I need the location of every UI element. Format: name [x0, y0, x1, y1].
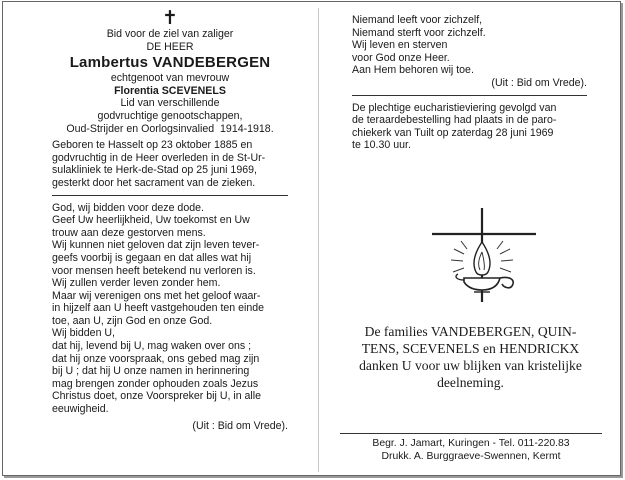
- prayer-line: dat hij onze voorspraak, ons gebed mag zijn: [52, 352, 260, 365]
- prayer-source: (Uit : Bid om Vrede).: [192, 419, 288, 432]
- prayer-line: mag brengen zonder ophouden zoals Jezus: [52, 377, 259, 390]
- member-line-1: Lid van verschillende: [120, 97, 220, 110]
- bio-line: gesterkt door het sacrament van de zieken.: [52, 176, 256, 189]
- undertaker-line: Begr. J. Jamart, Kuringen - Tel. 011-220.83: [372, 438, 570, 449]
- veteran-years: 1914-1918.: [220, 122, 274, 135]
- veteran-line: [52, 123, 288, 136]
- prayer-line: Wij kunnen niet geloven dat zijn leven tever-: [52, 239, 260, 252]
- poem-line: Wij leven en sterven: [352, 39, 448, 52]
- families-line: De families VANDEBERGEN, QUIN-: [364, 324, 577, 339]
- veteran-text: Oud-Strijder en Oorlogsinvalied: [66, 122, 215, 135]
- prayer-line: dat hij, levend bij U, mag waken over ons ;: [52, 340, 252, 353]
- intro-line-2: DE HEER: [146, 40, 194, 53]
- prayer-line: in hijzelf aan U heeft vastgehouden ten einde: [52, 302, 265, 315]
- deceased-name: Lambertus VANDEBERGEN: [69, 54, 271, 72]
- left-panel: [52, 8, 288, 432]
- prayer-line: Wij bidden U,: [52, 327, 115, 340]
- families-line: TENS, SCEVENELS en HENDRICKX: [361, 341, 580, 356]
- prayer-line: Maar wij verenigen ons met het geloof waar-: [52, 289, 261, 302]
- prayer-line: toe, aan U, zijn God en onze God.: [52, 314, 213, 327]
- prayer-line: voor mensen heeft betekend nu verloren is.: [52, 264, 256, 277]
- spouse-name: Florentia SCEVENELS: [114, 84, 226, 97]
- prayer-line: Christus doet, onze Voorspreker bij U, in alle: [52, 390, 262, 403]
- poem-line: voor God onze Heer.: [352, 51, 450, 64]
- fold-line: [318, 8, 319, 472]
- prayer-line: bij U ; dat hij U onze namen in herinnering: [52, 365, 250, 378]
- member-line-2: godvruchtige genootschappen,: [97, 109, 243, 122]
- printer-line: Drukk. A. Burggraeve-Swennen, Kermt: [381, 450, 561, 462]
- poem-line: Niemand leeft voor zichzelf,: [352, 14, 483, 26]
- funeral-line: chiekerk van Tuilt op zaterdag 28 juni 1969: [352, 126, 554, 139]
- spouse-label: echtgenoot van mevrouw: [110, 72, 230, 85]
- prayer-line: geefs voorbij is gegaan en dat alles wat hij: [52, 251, 252, 264]
- prayer-line: Wij zullen verder leven zonder hem.: [52, 277, 221, 290]
- prayer-line: Geef Uw heerlijkheid, Uw toekomst en Uw: [52, 214, 250, 227]
- printer-credits: [340, 433, 602, 463]
- funeral-line: te 10.30 uur.: [352, 139, 411, 152]
- bio-line: sulakliniek te Herk-de-Stad op 25 juni 1969,: [52, 164, 257, 177]
- funeral-line: De plechtige eucharistieviering gevolgd van: [352, 101, 557, 114]
- families-line: danken U voor uw blijken van kristelijke: [359, 358, 582, 373]
- cross-and-oil-lamp-icon: [418, 206, 548, 306]
- prayer-line: trouw aan deze gestorven mens.: [52, 226, 206, 239]
- families-line: deelneming.: [437, 375, 504, 390]
- poem-source: (Uit : Bid om Vrede).: [491, 76, 587, 89]
- divider: [52, 195, 288, 196]
- bio-line: Geboren te Hasselt op 23 oktober 1885 en: [52, 139, 253, 152]
- prayer-line: God, wij bidden voor deze dode.: [52, 201, 204, 214]
- poem-line: Aan Hem behoren wij toe.: [352, 64, 474, 77]
- intro-line-1: Bid voor de ziel van zaliger: [106, 28, 234, 40]
- divider: [352, 95, 587, 96]
- latin-cross-icon: ✝: [162, 7, 178, 29]
- bio-line: godvruchtig in de Heer overleden in de St-Ur-: [52, 151, 266, 164]
- prayer-line: eeuwigheid.: [52, 403, 109, 416]
- right-panel: [352, 14, 587, 152]
- divider: [340, 433, 602, 434]
- funeral-line: de teraardebestelling had plaats in de paro-: [352, 114, 557, 127]
- families-thanks: [354, 323, 587, 391]
- poem-line: Niemand sterft voor zichzelf.: [352, 26, 486, 39]
